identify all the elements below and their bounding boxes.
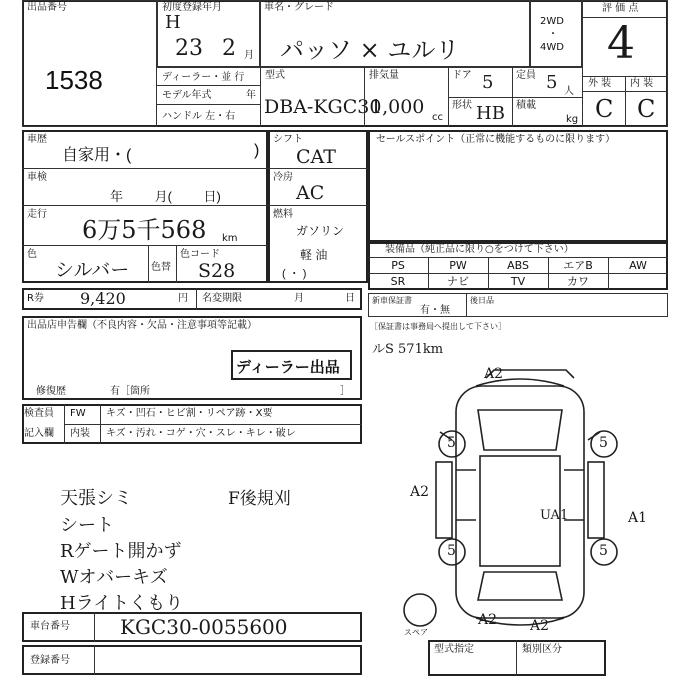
drive-4wd: 4WD bbox=[540, 42, 564, 53]
entry-label: 記入欄 bbox=[24, 428, 54, 439]
equipment-label: 装備品（純正品に限り○をつけて下さい） bbox=[385, 244, 574, 255]
warranty-value: 有・無 bbox=[420, 305, 450, 316]
km-unit: km bbox=[222, 233, 238, 244]
repair-close: ］ bbox=[340, 386, 350, 397]
reg-no-block bbox=[22, 645, 362, 675]
mark-right-a1: A1 bbox=[628, 510, 648, 526]
mark-rear-right-a2: A2 bbox=[530, 618, 550, 634]
equip-leather: カワ bbox=[567, 275, 589, 288]
person-unit: 人 bbox=[564, 86, 574, 97]
color-code-value: S28 bbox=[198, 260, 236, 282]
kg-unit: kg bbox=[566, 114, 579, 125]
doors-value: 5 bbox=[482, 72, 494, 93]
warranty-label: 新車保証書 bbox=[372, 296, 412, 305]
type-label: 型式 bbox=[265, 70, 285, 81]
shift-value: CAT bbox=[296, 146, 336, 168]
title-day: 日 bbox=[345, 293, 355, 304]
spare-label: スペア bbox=[404, 628, 428, 637]
note-w-over-scratch: Wオバーキズ bbox=[60, 567, 168, 588]
equip-airbag: エアB bbox=[563, 259, 593, 272]
inspector-label: 検査員 bbox=[24, 408, 54, 419]
date-item-label: 後日品 bbox=[470, 296, 494, 305]
mark-center-ua1: UA1 bbox=[540, 508, 569, 523]
rating-label: 評 価 点 bbox=[602, 3, 639, 14]
tire-rl: 5 bbox=[447, 543, 456, 559]
reg-no-label: 登録番号 bbox=[30, 655, 70, 666]
door-label: ドア bbox=[452, 70, 472, 81]
equip-sr: SR bbox=[390, 275, 406, 288]
shape-label: 形状 bbox=[452, 100, 472, 111]
fw-label: FW bbox=[70, 408, 86, 419]
era: H bbox=[165, 12, 181, 33]
equip-ps: PS bbox=[391, 259, 405, 272]
model-year-label: モデル年式 bbox=[162, 90, 212, 101]
capacity-label: 定員 bbox=[516, 70, 536, 81]
rating-value: 4 bbox=[607, 18, 635, 69]
sales-point-label: セールスポイント（正常に機能するものに限ります） bbox=[376, 134, 616, 145]
int-items: キズ・汚れ・コゲ・穴・スレ・キレ・破レ bbox=[106, 428, 296, 439]
shaken-line: 年 月( 日) bbox=[110, 189, 221, 204]
name-grade: パッソ × ユルリ bbox=[280, 36, 460, 64]
drive-dot: ・ bbox=[548, 29, 558, 40]
displacement-value: 1,000 bbox=[370, 96, 425, 118]
repair-value: 有［箇所 bbox=[110, 386, 150, 397]
int-grade: C bbox=[637, 95, 656, 123]
equip-abs: ABS bbox=[507, 259, 529, 272]
warranty-note: ［保証書は事務局へ提出して下さい］ bbox=[370, 322, 506, 331]
note-seat: シート bbox=[60, 515, 114, 536]
yen-unit: 円 bbox=[178, 293, 188, 304]
mark-left-a2: A2 bbox=[410, 484, 430, 500]
color-swap-label: 色替 bbox=[151, 262, 171, 273]
int-label: 内装 bbox=[70, 428, 90, 439]
capacity-value: 5 bbox=[546, 72, 558, 93]
fuel-value: ガソリン bbox=[296, 224, 345, 238]
load-label: 積載 bbox=[516, 100, 536, 111]
shaken-label: 車検 bbox=[27, 172, 47, 183]
ac-label: 冷房 bbox=[273, 172, 293, 183]
year-unit: 年 bbox=[246, 90, 256, 101]
lot-number-label: 出品番号 bbox=[27, 2, 67, 13]
month-unit: 月 bbox=[244, 50, 254, 61]
fuel-label: 燃料 bbox=[273, 209, 293, 220]
shape-value: HB bbox=[476, 103, 505, 124]
type-spec-label: 型式指定 bbox=[434, 644, 474, 655]
note-headlight-cloudy: Hライトくもり bbox=[60, 593, 184, 614]
int-label: 内 装 bbox=[630, 78, 654, 89]
ext-grade: C bbox=[595, 95, 614, 123]
dealer-label: ディーラー・並 行 bbox=[162, 72, 245, 83]
tire-rr: 5 bbox=[599, 543, 608, 559]
mark-front-a2: A2 bbox=[484, 366, 504, 382]
recycle-value: 9,420 bbox=[80, 289, 126, 308]
shift-label: シフト bbox=[273, 134, 303, 145]
mileage-value: 6万5千568 bbox=[82, 216, 207, 244]
lot-number: 1538 bbox=[45, 65, 103, 95]
equip-navi: ナビ bbox=[447, 275, 469, 288]
light-oil: 軽 油 bbox=[300, 248, 328, 262]
equip-tv: TV bbox=[510, 275, 526, 288]
mark-rear-left-a2: A2 bbox=[478, 612, 498, 628]
note-right: F後規刈 bbox=[228, 489, 291, 509]
name-grade-label: 車名・グレード bbox=[264, 2, 334, 13]
fw-items: キズ・凹石・ヒビ割・リペア跡・X要 bbox=[106, 408, 273, 419]
class-label: 類別区分 bbox=[522, 644, 562, 655]
chassis-number: KGC30-0055600 bbox=[120, 615, 288, 639]
color-label: 色 bbox=[27, 249, 37, 260]
report-label: 出品店申告欄（不良内容・欠品・注意事項等記載） bbox=[27, 320, 257, 331]
displacement-label: 排気量 bbox=[369, 70, 399, 81]
recycle-label: R券 bbox=[27, 293, 44, 304]
first-reg-label: 初度登録年月 bbox=[162, 2, 222, 13]
note-ceiling-stain: 天張シミ bbox=[60, 488, 132, 509]
dealer-stamp-text: ディーラー出品 bbox=[236, 359, 340, 376]
tire-fr: 5 bbox=[599, 435, 608, 451]
history-value: 自家用・( bbox=[62, 147, 132, 164]
mileage-label: 走行 bbox=[27, 209, 47, 220]
ac-value: AC bbox=[296, 182, 325, 204]
chassis-label: 車台番号 bbox=[30, 621, 70, 632]
cc-unit: cc bbox=[432, 112, 443, 123]
title-month: 月 bbox=[294, 293, 304, 304]
equip-aw: AW bbox=[629, 259, 647, 272]
handle-label: ハンドル 左・右 bbox=[162, 111, 236, 122]
type-value: DBA-KGC30 bbox=[264, 96, 382, 118]
reg-year: 23 bbox=[175, 36, 203, 61]
mileage-note: ルS 571km bbox=[372, 342, 444, 357]
color-code-label: 色コード bbox=[180, 249, 220, 260]
fuel-paren: ( ・ ) bbox=[282, 268, 307, 280]
tire-fl: 5 bbox=[447, 435, 456, 451]
history-close: ) bbox=[254, 142, 260, 159]
repair-label: 修復歴 bbox=[36, 386, 66, 397]
history-label: 車歴 bbox=[27, 134, 47, 145]
reg-month: 2 bbox=[222, 36, 236, 61]
equip-pw: PW bbox=[449, 259, 467, 272]
title-change-label: 名変期限 bbox=[202, 293, 242, 304]
drive-2wd: 2WD bbox=[540, 16, 564, 27]
note-rear-gate: Rゲート開かず bbox=[60, 541, 182, 562]
color-value: シルバー bbox=[55, 259, 130, 281]
ext-label: 外 装 bbox=[588, 78, 612, 89]
